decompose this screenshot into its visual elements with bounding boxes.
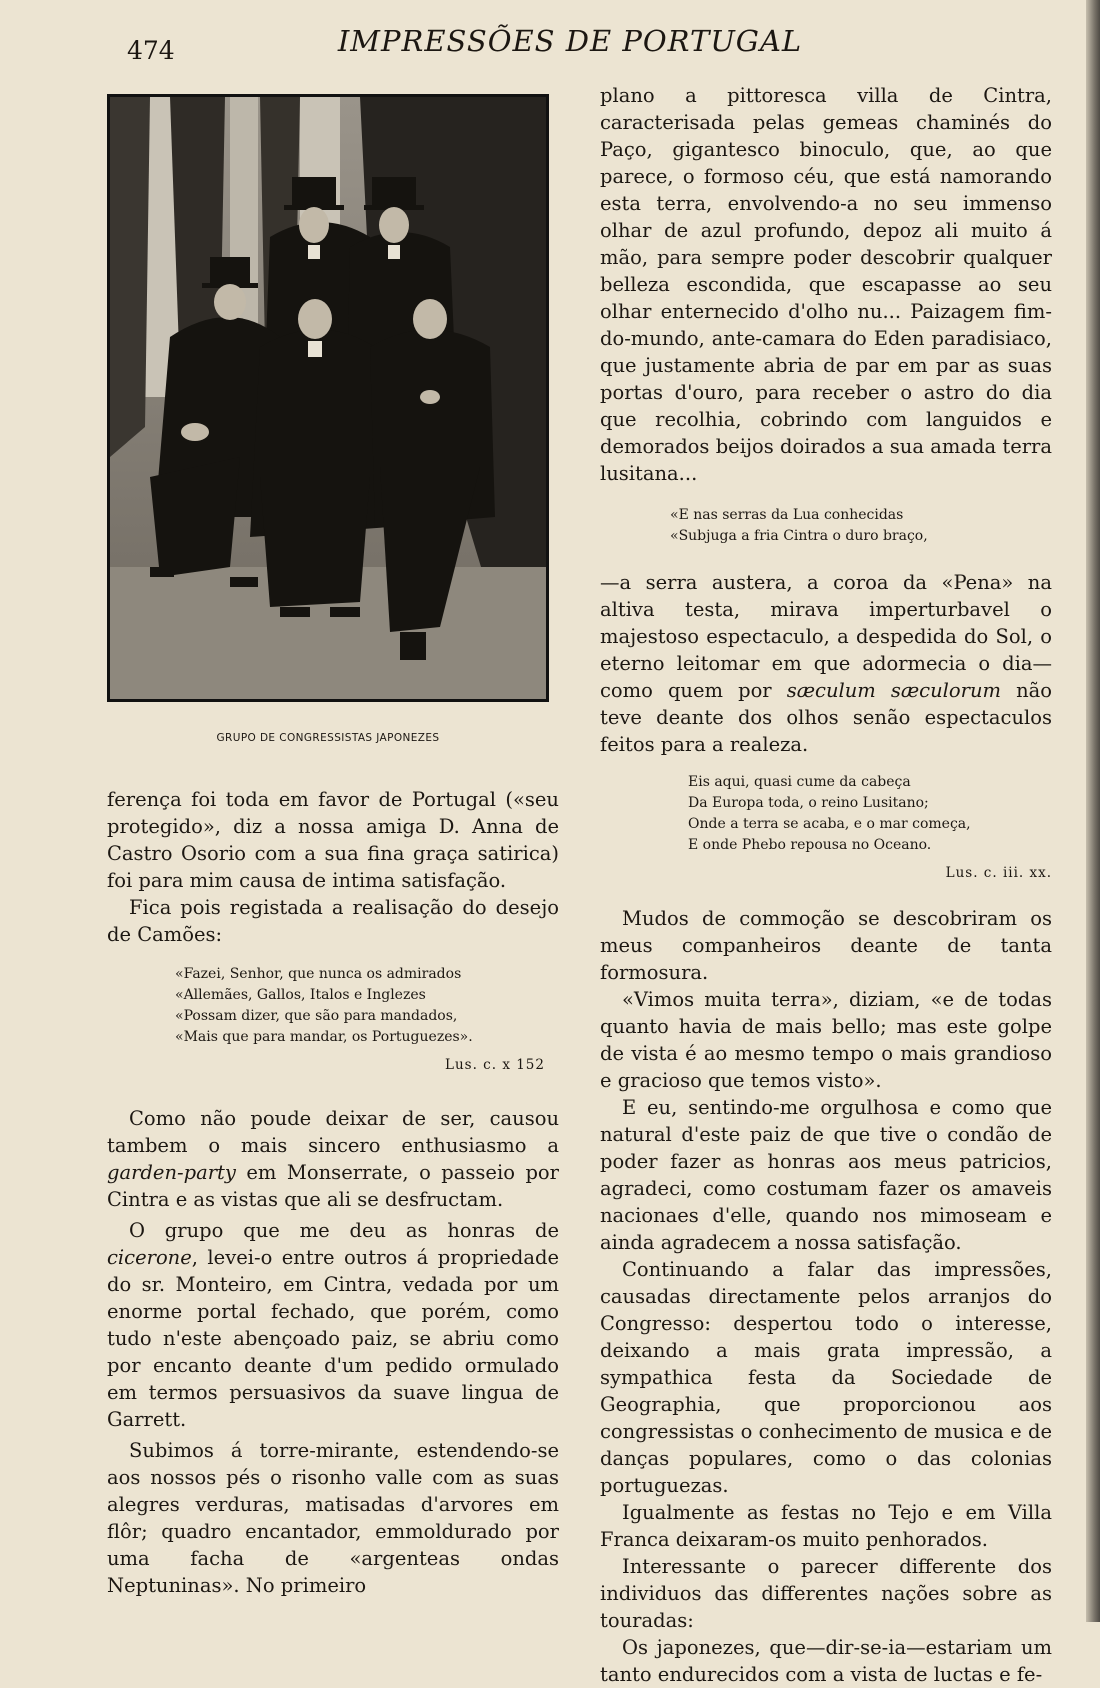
verse-quote bbox=[670, 505, 1052, 547]
verse-line: «Subjuga a fria Cintra o duro braço, bbox=[670, 528, 928, 544]
paragraph bbox=[107, 1105, 559, 1213]
page-number: 474 bbox=[127, 36, 175, 65]
paragraph: plano a pittoresca villa de Cintra, caracterisada pelas gemeas chaminés do Paço, gigantesco binoculo, que, ao que parece, o formoso céu, que está namorando esta terra, envolvendo-a no seu immenso olhar de azul profundo, depoz ali muito á mão, para sempre poder descobrir qualquer belleza escondida, que escapasse ao seu olhar enternecido d'olho nu... Paizagem fim-do-mundo, ante-camara do Eden paradisiaco, que justamente abria de par em par as suas portas d'ouro, para receber o astro do dia que recolhia, cobrindo com languidos e demorados beijos doirados a sua amada terra lusitana... bbox=[600, 84, 1052, 485]
verse-line: «Fazei, Senhor, que nunca os admirados bbox=[175, 966, 462, 982]
paragraph: Continuando a falar das impressões, causadas directamente pelos arranjos do Congresso: despertou todo o interesse, deixando a mais grata impressão, a sympathica festa da Sociedade de Geographia, que proporcionou aos congressistas o conhecimento de musica e de danças populares, como o das colonias portuguezas. bbox=[600, 1258, 1052, 1497]
page-edge-shadow bbox=[1086, 0, 1100, 1622]
paragraph bbox=[107, 1217, 559, 1433]
paragraph: Igualmente as festas no Tejo e em Villa Franca deixaram-os muito penhorados. bbox=[600, 1501, 1052, 1551]
paragraph: Mudos de commoção se descobriram os meus companheiros deante de tanta formosura. bbox=[600, 907, 1052, 984]
verse-citation: Lus. c. x 152 bbox=[445, 1057, 545, 1073]
page-header bbox=[0, 22, 1086, 72]
photo-caption: GRUPO DE CONGRESSISTAS JAPONEZES bbox=[216, 732, 440, 744]
paragraph: Interessante o parecer differente dos individuos das differentes nações sobre as touradas: bbox=[600, 1555, 1052, 1632]
running-title: IMPRESSÕES DE PORTUGAL bbox=[337, 24, 803, 58]
paragraph: Os japonezes, que—dir-se-ia—estariam um tanto endurecidos com a vista de luctas e fe- bbox=[600, 1636, 1052, 1686]
paragraph: Fica pois registada a realisação do desejo de Camões: bbox=[107, 896, 559, 946]
text-run: não teve deante dos olhos senão espectaculos feitos para a realeza. bbox=[600, 679, 1052, 756]
paragraph: «Vimos muita terra», diziam, «e de todas quanto havia de mais bello; mas este golpe de vista é ao mesmo tempo o mais grandioso e gracioso que temos visto». bbox=[600, 988, 1052, 1092]
left-column bbox=[107, 786, 559, 1599]
text-run: O grupo que me deu as honras de bbox=[129, 1219, 559, 1242]
text-run: , levei-o entre outros á propriedade do sr. Monteiro, em Cintra, vedada por um enorme portal fechado, que porém, como tudo n'este abençoado paiz, se abriu como por encanto deante d'um pedido ormulado em termos persuasivos da suave lingua de Garrett. bbox=[107, 1246, 559, 1431]
verse-quote bbox=[688, 772, 1052, 856]
verse-citation: Lus. c. iii. xx. bbox=[945, 865, 1052, 881]
italic-term: sæculum sæculorum bbox=[786, 679, 1002, 702]
verse-line: Onde a terra se acaba, e o mar começa, bbox=[688, 816, 971, 832]
verse-line: «Mais que para mandar, os Portuguezes». bbox=[175, 1029, 473, 1045]
paragraph: ferença foi toda em favor de Portugal («seu protegido», diz a nossa amiga D. Anna de Castro Osorio com a sua fina graça satirica) foi para mim causa de intima satisfação. bbox=[107, 788, 559, 892]
verse-line: «Possam dizer, que são para mandados, bbox=[175, 1008, 458, 1024]
verse-line: Da Europa toda, o reino Lusitano; bbox=[688, 795, 929, 811]
verse-line: E onde Phebo repousa no Oceano. bbox=[688, 837, 932, 853]
verse-line: «E nas serras da Lua conhecidas bbox=[670, 507, 904, 523]
text-run: —a serra austera, a coroa da «Pena» na altiva testa, mirava imperturbavel o majestoso espectaculo, a despedida do Sol, o eterno leitomar em que adormecia o dia—como quem por bbox=[600, 571, 1052, 702]
italic-term: cicerone bbox=[107, 1246, 192, 1269]
paragraph bbox=[600, 569, 1052, 758]
right-column bbox=[600, 82, 1052, 1688]
verse-line: Eis aqui, quasi cume da cabeça bbox=[688, 774, 911, 790]
photo-illustration bbox=[110, 97, 546, 699]
verse-line: «Allemães, Gallos, Italos e Inglezes bbox=[175, 987, 426, 1003]
text-run: em Monserrate, o passeio por Cintra e as vistas que ali se desfructam. bbox=[107, 1161, 559, 1211]
verse-quote bbox=[175, 964, 559, 1048]
paragraph: Subimos á torre-mirante, estendendo-se aos nossos pés o risonho valle com as suas alegres verduras, matisadas d'arvores em flôr; quadro encantador, emmoldurado por uma facha de «argenteas ondas Neptuninas». No primeiro bbox=[107, 1439, 559, 1597]
group-photograph bbox=[107, 94, 549, 702]
paragraph: E eu, sentindo-me orgulhosa e como que natural d'este paiz de que tive o condão de poder fazer as honras aos meus patricios, agradeci, como costumam fazer os amaveis nacionaes d'elle, quando nos mimoseam e ainda agradecem a nossa satisfação. bbox=[600, 1096, 1052, 1254]
text-run: Como não poude deixar de ser, causou tambem o mais sincero enthusiasmo a bbox=[107, 1107, 559, 1157]
italic-term: garden-party bbox=[107, 1161, 236, 1184]
